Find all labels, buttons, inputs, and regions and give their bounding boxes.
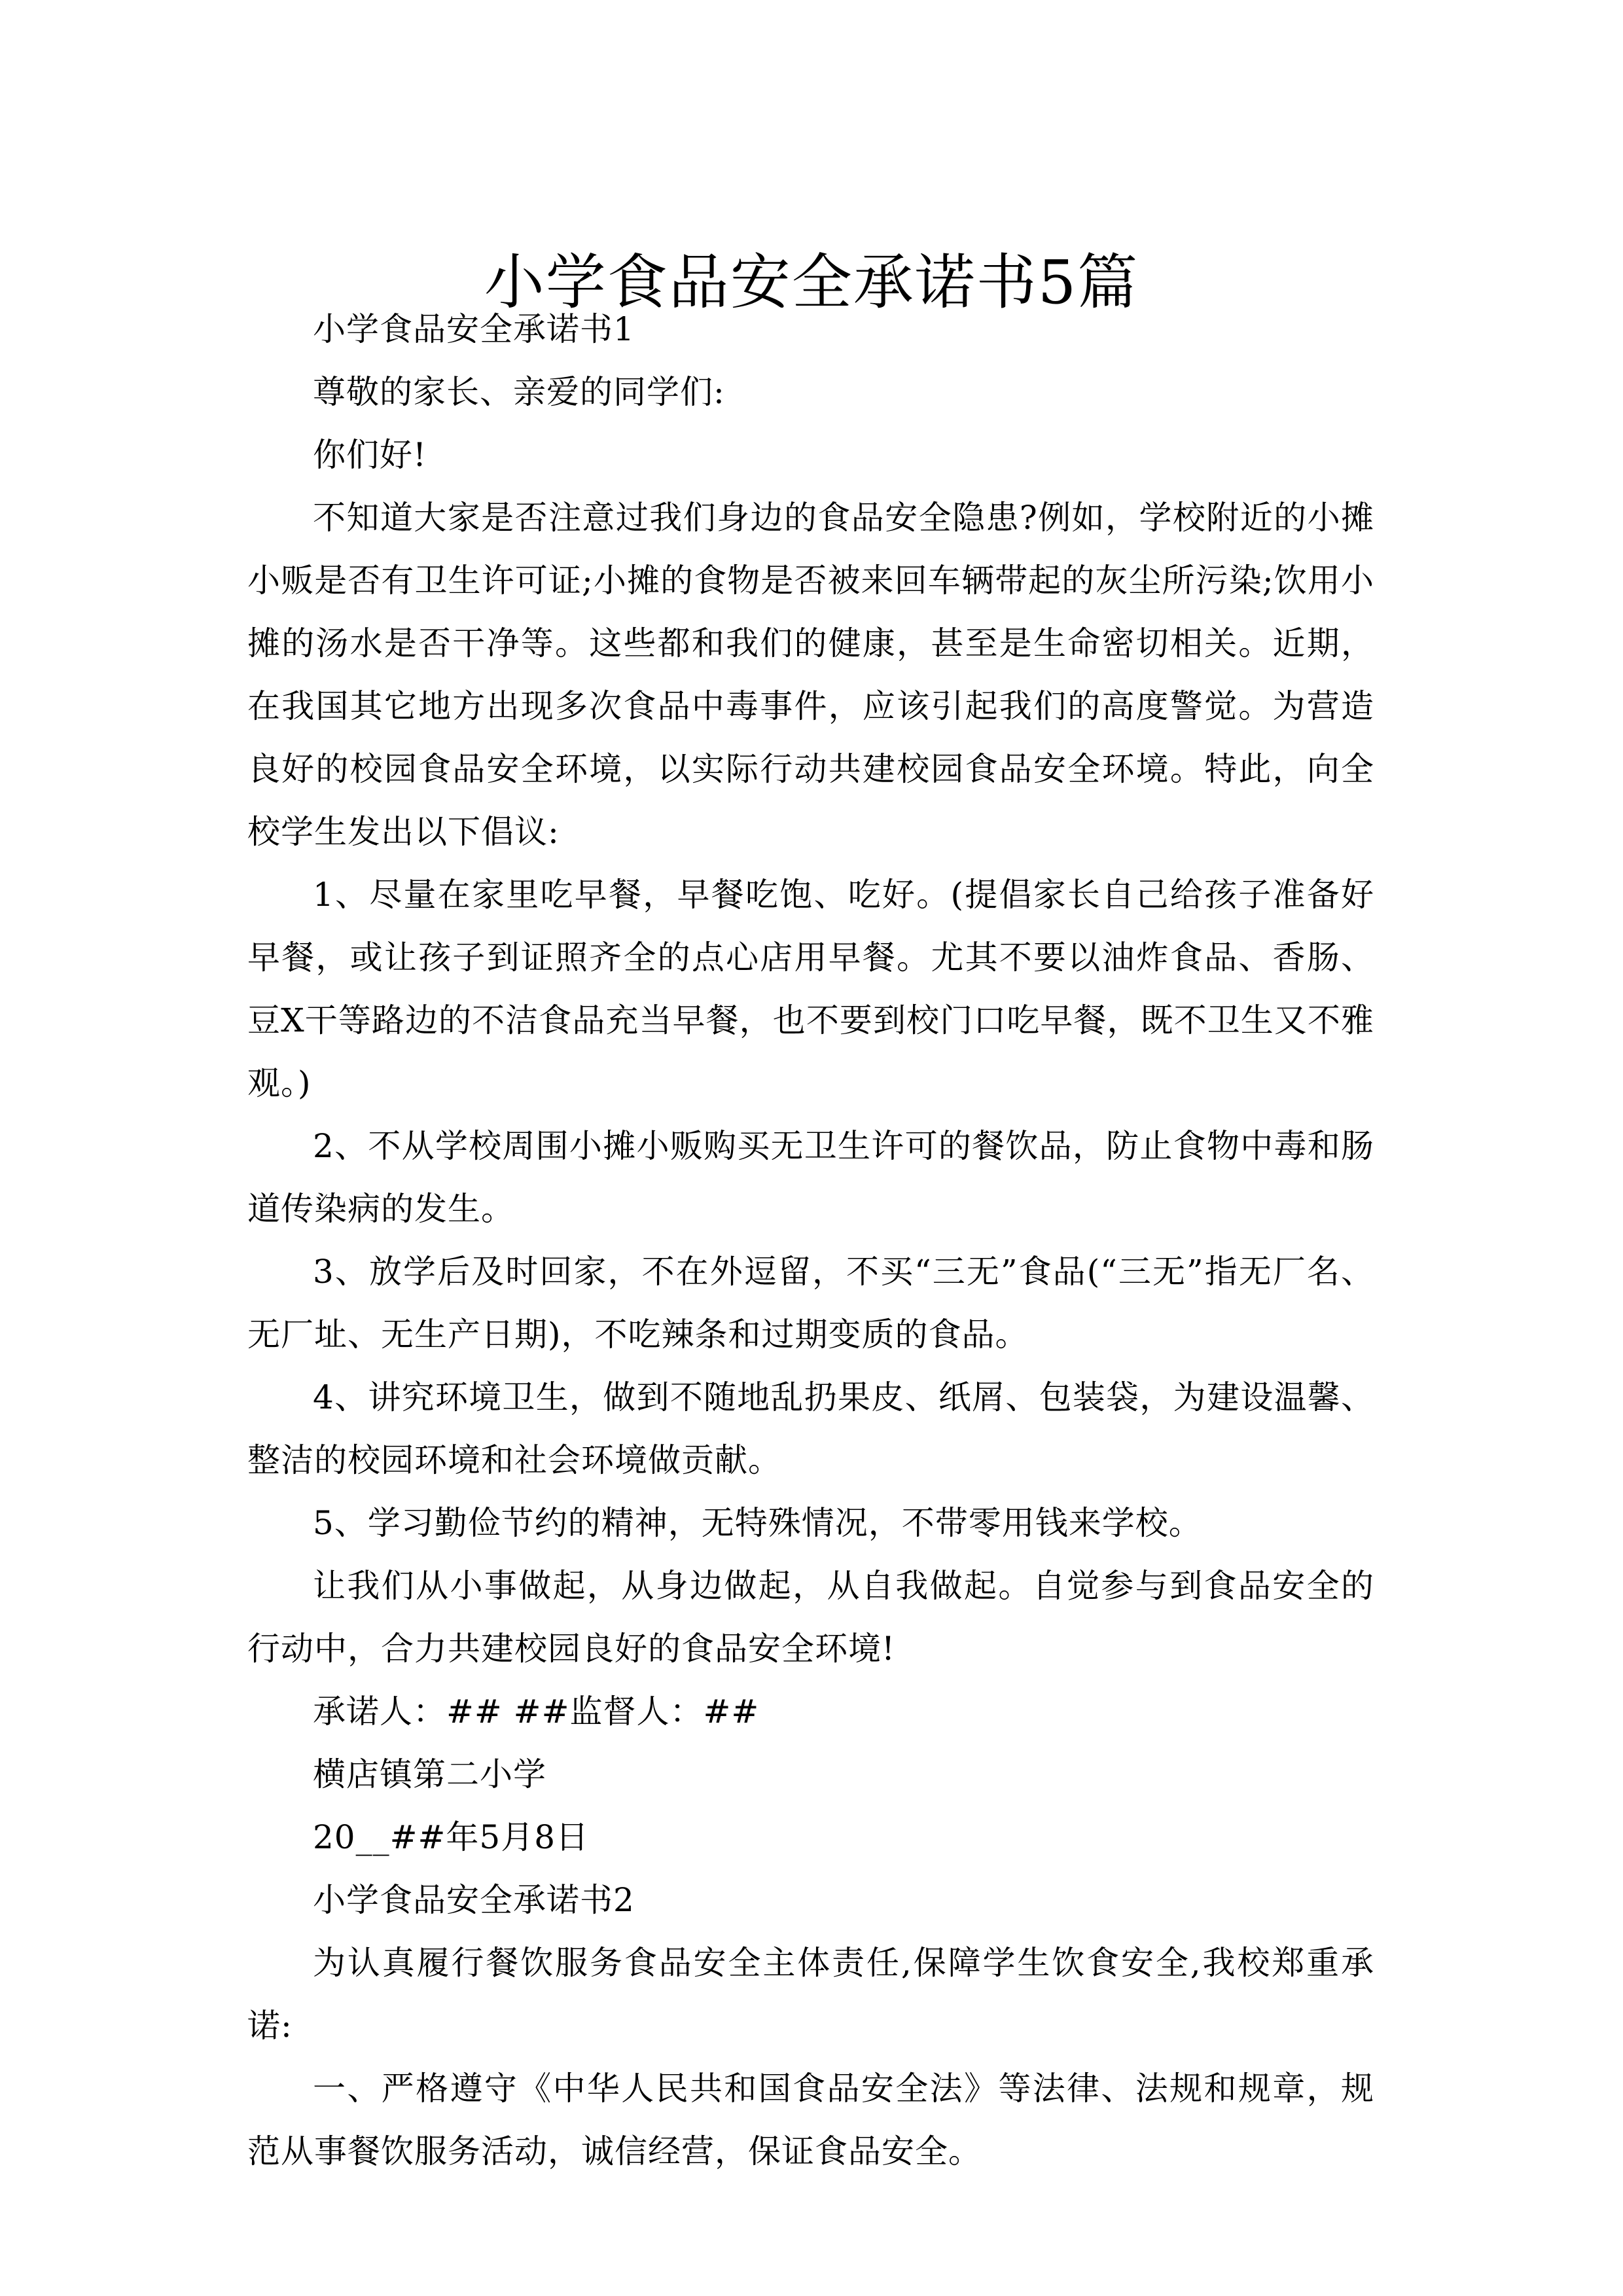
commitment-item-1: 一、严格遵守《中华人民共和国食品安全法》等法律、法规和规章，规范从事餐饮服务活动，诚信经营，保证食品安全。 — [247, 2070, 1374, 2170]
greeting: 你们好! — [313, 436, 427, 474]
proposal-item-2: 2、不从学校周围小摊小贩购买无卫生许可的餐饮品，防止食物中毒和肠道传染病的发生。 — [247, 1127, 1374, 1228]
signature-line: 承诺人：## ##监督人：## — [313, 1693, 760, 1731]
document-body — [247, 298, 1374, 2183]
proposal-item-5: 5、学习勤俭节约的精神，无特殊情况，不带零用钱来学校。 — [313, 1504, 1202, 1542]
date-line: 20__##年5月8日 — [313, 1818, 590, 1856]
salutation: 尊敬的家长、亲爱的同学们: — [313, 373, 725, 411]
document-title: 小学食品安全承诺书5篇 — [484, 247, 1139, 317]
proposal-item-4: 4、讲究环境卫生，做到不随地乱扔果皮、纸屑、包装袋，为建设温馨、整洁的校园环境和社会环境做贡献。 — [247, 1378, 1374, 1479]
proposal-item-1: 1、尽量在家里吃早餐，早餐吃饱、吃好。(提倡家长自己给孩子准备好早餐，或让孩子到证照齐全的点心店用早餐。尤其不要以油炸食品、香肠、豆X干等路边的不洁食品充当早餐，也不要到校门口吃早餐，既不卫生又不雅观。) — [247, 876, 1374, 1102]
paragraph-intro: 不知道大家是否注意过我们身边的食品安全隐患?例如，学校附近的小摊小贩是否有卫生许可证;小摊的食物是否被来回车辆带起的灰尘所污染;饮用小摊的汤水是否干净等。这些都和我们的健康，甚至是生命密切相关。近期，在我国其它地方出现多次食品中毒事件，应该引起我们的高度警觉。为营造良好的校园食品安全环境，以实际行动共建校园食品安全环境。特此，向全校学生发出以下倡议: — [247, 499, 1374, 851]
section-heading-2: 小学食品安全承诺书2 — [313, 1881, 635, 1919]
school-name: 横店镇第二小学 — [313, 1755, 546, 1793]
paragraph-closing: 让我们从小事做起，从身边做起，从自我做起。自觉参与到食品安全的行动中，合力共建校园良好的食品安全环境! — [247, 1567, 1374, 1668]
paragraph-commitment-intro: 为认真履行餐饮服务食品安全主体责任,保障学生饮食安全,我校郑重承诺: — [247, 1944, 1374, 2045]
section-heading-1: 小学食品安全承诺书1 — [313, 310, 635, 348]
proposal-item-3: 3、放学后及时回家，不在外逗留，不买“三无”食品(“三无”指无厂名、无厂址、无生产日期)，不吃辣条和过期变质的食品。 — [247, 1253, 1374, 1354]
